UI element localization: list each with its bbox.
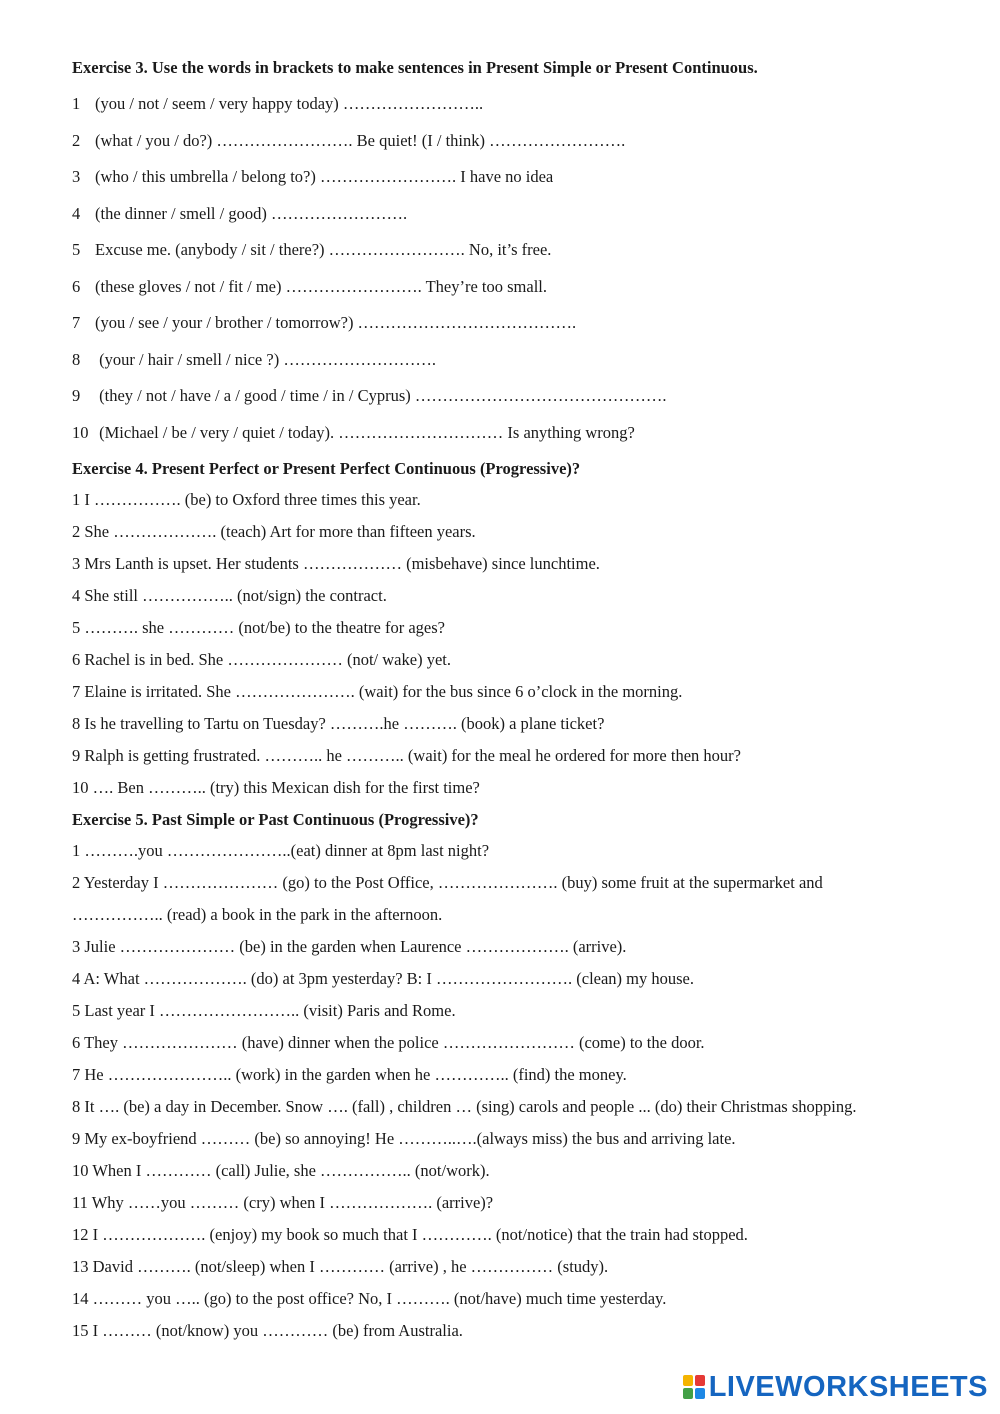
- exercise-5-item: …………….. (read) a book in the park in the afternoon.: [72, 905, 443, 924]
- exercise-5-item: 3 Julie ………………… (be) in the garden when Laurence ………………. (arrive).: [72, 937, 627, 956]
- exercise-5-item: 4 A: What ………………. (do) at 3pm yesterday? B: I ……………………. (clean) my house.: [72, 969, 695, 988]
- exercise-5-item: 9 My ex-boyfriend ……… (be) so annoying! He ………..….(always miss) the bus and arriving late.: [72, 1129, 736, 1148]
- exercise-4-item: 2 She ………………. (teach) Art for more than fifteen years.: [72, 522, 476, 541]
- exercise-5-item: 14 ……… you ….. (go) to the post office? No, I ………. (not/have) much time yesterday.: [72, 1289, 667, 1308]
- liveworksheets-logo-text: LIVEWORKSHEETS: [708, 1370, 988, 1403]
- logo-square-blue: [695, 1388, 705, 1399]
- exercise-4-item: 5 ………. she ………… (not/be) to the theatre for ages?: [72, 618, 445, 637]
- exercise-5-item: 1 ……….you …………………..(eat) dinner at 8pm last night?: [72, 841, 490, 860]
- exercise-4-item: 9 Ralph is getting frustrated. ……….. he ……….. (wait) for the meal he ordered for more then hour?: [72, 746, 741, 765]
- exercise-3-item: 2 (what / you / do?) ……………………. Be quiet! (I / think) …………………….: [72, 130, 626, 150]
- exercise-5-list: [72, 841, 972, 1341]
- exercise-5-item: 12 I ………………. (enjoy) my book so much that I …………. (not/notice) that the train had stopped.: [72, 1225, 748, 1244]
- exercise-3-item: 5 Excuse me. (anybody / sit / there?) ……………………. No, it’s free.: [72, 240, 552, 259]
- exercise-5-item: 7 He ………………….. (work) in the garden when he ………….. (find) the money.: [72, 1065, 627, 1084]
- logo-square-green: [683, 1388, 693, 1399]
- exercise-4-item: 10 …. Ben ……….. (try) this Mexican dish for the first time?: [72, 778, 480, 797]
- exercise-4-item: 3 Mrs Lanth is upset. Her students ……………… (misbehave) since lunchtime.: [72, 554, 600, 573]
- exercise-5-item: 10 When I ………… (call) Julie, she …………….. (not/work).: [72, 1161, 490, 1180]
- exercise-3-item: 8 (your / hair / smell / nice ?) ……………………….: [72, 349, 436, 369]
- logo-square-red: [695, 1375, 705, 1386]
- exercise-5-item: 15 I ……… (not/know) you ………… (be) from Australia.: [72, 1321, 463, 1340]
- exercise-4-item: 8 Is he travelling to Tartu on Tuesday? ……….he ………. (book) a plane ticket?: [72, 714, 605, 733]
- exercise-4-heading: Exercise 4. Present Perfect or Present Perfect Continuous (Progressive)?: [72, 459, 581, 478]
- exercise-3-item: 10 (Michael / be / very / quiet / today). ………………………… Is anything wrong?: [72, 422, 635, 442]
- exercise-3-item: 3 (who / this umbrella / belong to?) ……………………. I have no idea: [72, 167, 554, 186]
- worksheet-page: [72, 58, 972, 1353]
- exercise-3-item: 1 (you / not / seem / very happy today) ……………………..: [72, 94, 484, 113]
- exercise-3-list: [72, 94, 972, 443]
- liveworksheets-logo: [683, 1372, 988, 1402]
- exercise-3-heading: Exercise 3. Use the words in brackets to make sentences in Present Simple or Present Continuous.: [72, 58, 758, 77]
- exercise-3-item: 6 (these gloves / not / fit / me) ……………………. They’re too small.: [72, 276, 548, 296]
- exercise-5-item: 13 David ………. (not/sleep) when I ………… (arrive) , he …………… (study).: [72, 1257, 609, 1276]
- exercise-5-item: 6 They ………………… (have) dinner when the police …………………… (come) to the door.: [72, 1033, 705, 1052]
- exercise-3-item: 4 (the dinner / smell / good) …………………….: [72, 203, 408, 223]
- exercise-3-item: 9 (they / not / have / a / good / time / in / Cyprus) ……………………………………….: [72, 386, 667, 405]
- exercise-5-heading: Exercise 5. Past Simple or Past Continuous (Progressive)?: [72, 810, 479, 829]
- exercise-5-item: 8 It …. (be) a day in December. Snow …. (fall) , children … (sing) carols and people ... (do) their Christmas shopping.: [72, 1097, 857, 1116]
- exercise-5-item: 2 Yesterday I ………………… (go) to the Post Office, …………………. (buy) some fruit at the supermarket and: [72, 873, 823, 892]
- exercise-4-list: [72, 490, 972, 798]
- exercise-3-item: 7 (you / see / your / brother / tomorrow?) ………………………………….: [72, 313, 577, 332]
- logo-square-yellow: [683, 1375, 693, 1386]
- exercise-4-item: 6 Rachel is in bed. She ………………… (not/ wake) yet.: [72, 650, 451, 669]
- exercise-4-item: 1 I ……………. (be) to Oxford three times this year.: [72, 490, 421, 509]
- exercise-5-item: 5 Last year I …………………….. (visit) Paris and Rome.: [72, 1001, 456, 1020]
- liveworksheets-logo-icon: [683, 1375, 705, 1399]
- exercise-5-item: 11 Why ……you ……… (cry) when I ………………. (arrive)?: [72, 1193, 494, 1212]
- exercise-4-item: 4 She still …………….. (not/sign) the contract.: [72, 586, 387, 605]
- exercise-4-item: 7 Elaine is irritated. She …………………. (wait) for the bus since 6 o’clock in the morning.: [72, 682, 683, 701]
